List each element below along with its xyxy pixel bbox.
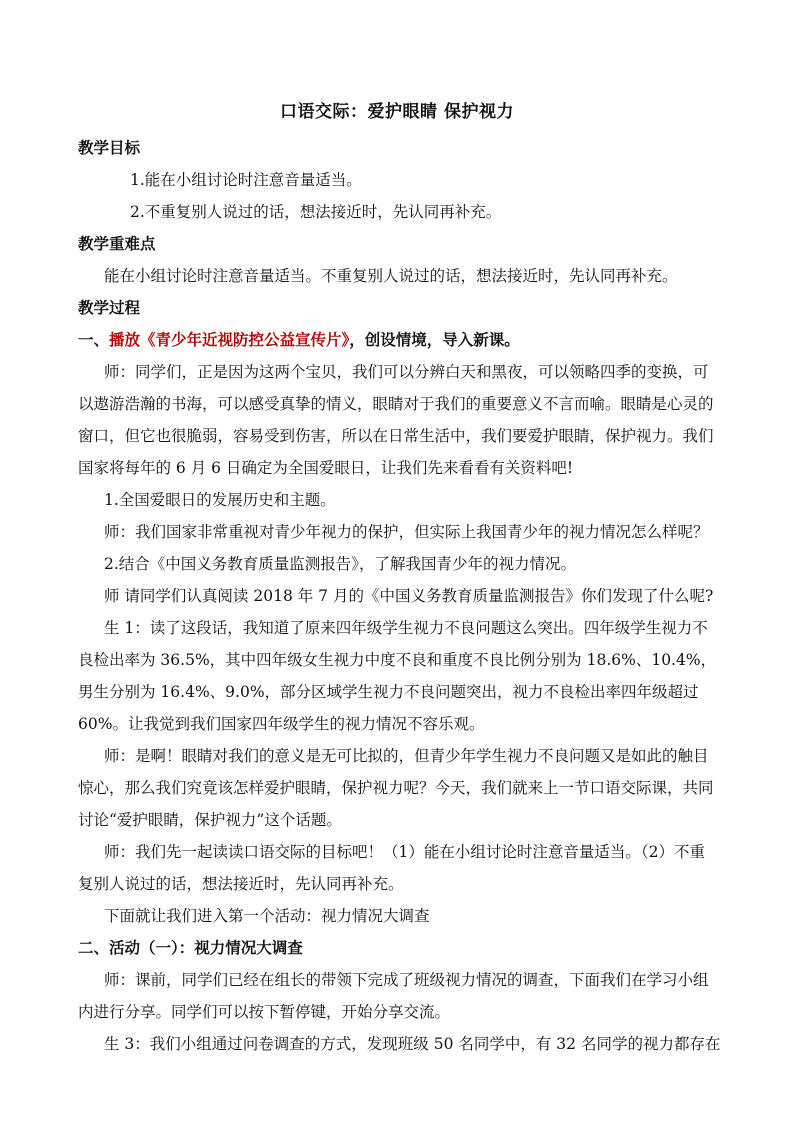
paragraph-line: 生 3：我们小组通过问卷调查的方式，发现班级 50 名同学中，有 32 名同学的视力都存在 bbox=[104, 1035, 721, 1053]
goal-item: 1.能在小组讨论时注意音量适当。 bbox=[130, 171, 362, 189]
document-title: 口语交际：爱护眼睛 保护视力 bbox=[280, 102, 514, 122]
document-body bbox=[78, 132, 723, 1060]
paragraph-line: 复别人说过的话，想法接近时，先认同再补充。 bbox=[78, 875, 404, 893]
key-points-text: 能在小组讨论时注意音量适当。不重复别人说过的话，想法接近时，先认同再补充。 bbox=[104, 267, 678, 285]
paragraph-line: 师：是啊！眼睛对我们的意义是无可比拟的，但青少年学生视力不良问题又是如此的触目 bbox=[104, 747, 709, 765]
paragraph-line: 国家将每年的 6 月 6 日确定为全国爱眼日，让我们先来看看有关资料吧! bbox=[78, 459, 574, 477]
section-heading-key-points: 教学重难点 bbox=[78, 234, 156, 253]
paragraph-line: 窗口，但它也很脆弱，容易受到伤害，所以在日常生活中，我们要爱护眼睛，保护视力。我们 bbox=[78, 427, 714, 445]
list-item: 1.全国爱眼日的发展历史和主题。 bbox=[104, 491, 336, 509]
paragraph-line: 男生分别为 16.4%、9.0%，部分区域学生视力不良问题突出，视力不良检出率四年级超过 bbox=[78, 683, 699, 701]
paragraph-line: 师：同学们，正是因为这两个宝贝，我们可以分辨白天和黑夜，可以领略四季的变换，可 bbox=[104, 363, 709, 381]
paragraph-line: 60%。让我觉到我们国家四年级学生的视力情况不容乐观。 bbox=[78, 715, 485, 733]
paragraph-line: 师 请同学们认真阅读 2018 年 7 月的《中国义务教育质量监测报告》你们发现了什么呢? bbox=[104, 587, 714, 605]
step-heading bbox=[78, 324, 723, 356]
paragraph-line: 师：我们先一起读读口语交际的目标吧！（1）能在小组讨论时注意音量适当。（2）不重 bbox=[104, 843, 705, 861]
step-heading: 二、活动（一）：视力情况大调查 bbox=[78, 938, 303, 957]
goal-item: 2.不重复别人说过的话，想法接近时，先认同再补充。 bbox=[130, 203, 502, 221]
section-heading-goals: 教学目标 bbox=[78, 138, 141, 157]
paragraph-line: 惊心，那么我们究竟该怎样爱护眼睛，保护视力呢？今天，我们就来上一节口语交际课，共同 bbox=[78, 779, 714, 797]
paragraph-line: 生 1：读了这段话，我知道了原来四年级学生视力不良问题这么突出。四年级学生视力不 bbox=[104, 619, 708, 637]
section-heading-process: 教学过程 bbox=[78, 298, 141, 317]
step-number: 一、 bbox=[78, 330, 110, 349]
paragraph-line: 以遨游浩瀚的书海，可以感受真挚的情义，眼睛对于我们的重要意义不言而喻。眼睛是心灵的 bbox=[78, 395, 714, 413]
step-video-title: 播放《青少年近视防控公益宣传片》 bbox=[109, 330, 350, 349]
paragraph-line: 下面就让我们进入第一个活动：视力情况大调查 bbox=[104, 907, 430, 925]
paragraph-line: 良检出率为 36.5%，其中四年级女生视力中度不良和重度不良比例分别为 18.6%、10.4%， bbox=[78, 651, 717, 669]
paragraph-line: 内进行分享。同学们可以按下暂停键，开始分享交流。 bbox=[78, 1003, 451, 1021]
paragraph-line: 讨论“爱护眼睛，保护视力”这个话题。 bbox=[78, 811, 342, 829]
list-item: 2.结合《中国义务教育质量监测报告》，了解我国青少年的视力情况。 bbox=[104, 555, 577, 573]
step-suffix: ，创设情境，导入新课。 bbox=[349, 330, 520, 349]
paragraph-line: 师：课前，同学们已经在组长的带领下完成了班级视力情况的调查，下面我们在学习小组 bbox=[104, 971, 709, 989]
paragraph-line: 师：我们国家非常重视对青少年视力的保护，但实际上我国青少年的视力情况怎么样呢？ bbox=[104, 523, 709, 541]
